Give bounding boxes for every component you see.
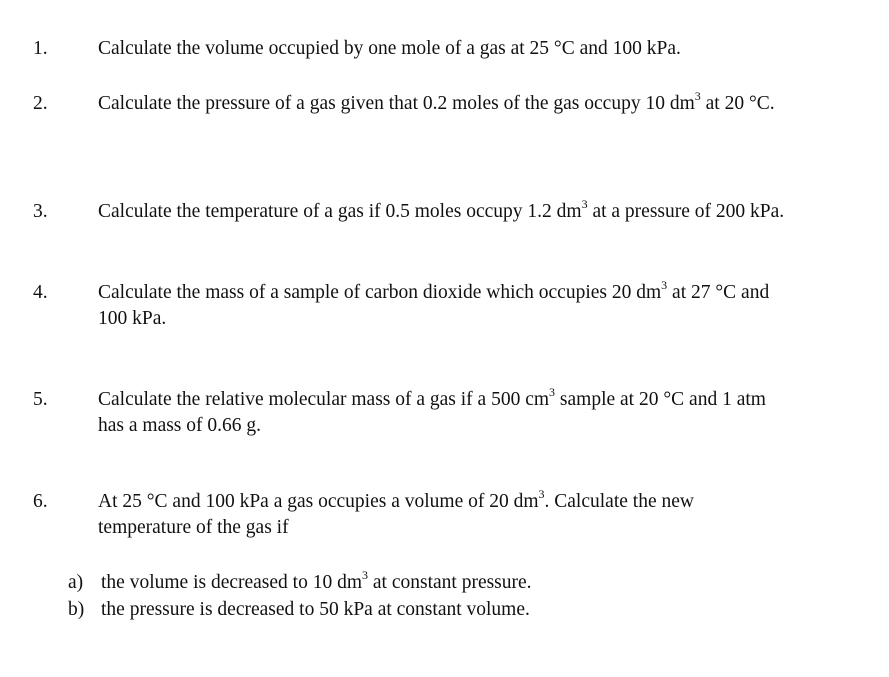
question-text xyxy=(98,88,838,117)
question-line: has a mass of 0.66 g. xyxy=(98,415,262,436)
text-segment: sample at 20 °C and 1 atm xyxy=(555,389,766,410)
question-line: 100 kPa. xyxy=(98,308,167,329)
text-segment: Calculate the temperature of a gas if 0.5 moles occupy 1.2 dm xyxy=(98,201,582,222)
subpart-text: the pressure is decreased to 50 kPa at constant volume. xyxy=(101,599,530,620)
text-segment: . Calculate the new xyxy=(544,491,694,512)
subpart-text xyxy=(101,567,861,596)
text-segment: at 27 °C and xyxy=(667,282,770,303)
question-number: 2. xyxy=(33,93,48,114)
text-segment: the volume is decreased to 10 dm xyxy=(101,572,363,593)
superscript: 3 xyxy=(581,196,588,211)
superscript: 3 xyxy=(694,88,701,103)
question-line: temperature of the gas if xyxy=(98,517,289,538)
text-segment: at 20 °C. xyxy=(700,93,775,114)
question-line xyxy=(98,196,838,225)
superscript: 3 xyxy=(362,567,369,582)
superscript: 3 xyxy=(538,486,545,501)
question-line xyxy=(98,88,838,117)
question-number: 3. xyxy=(33,201,48,222)
question-line xyxy=(98,277,838,306)
question-text xyxy=(98,384,838,439)
text-segment: at constant pressure. xyxy=(368,572,532,593)
subpart-label: b) xyxy=(68,599,85,620)
question-text xyxy=(98,277,838,332)
question-text xyxy=(98,486,838,541)
question-text xyxy=(98,196,838,225)
superscript: 3 xyxy=(549,384,556,399)
question-number: 1. xyxy=(33,38,48,59)
subpart-label: a) xyxy=(68,572,84,593)
text-segment: Calculate the relative molecular mass of a gas if a 500 cm xyxy=(98,389,550,410)
question-text xyxy=(98,36,838,62)
question-line xyxy=(98,384,838,413)
text-segment: At 25 °C and 100 kPa a gas occupies a volume of 20 dm xyxy=(98,491,539,512)
superscript: 3 xyxy=(661,277,668,292)
question-number: 5. xyxy=(33,389,48,410)
question-number: 6. xyxy=(33,491,48,512)
question-line: Calculate the volume occupied by one mole of a gas at 25 °C and 100 kPa. xyxy=(98,38,681,59)
question-line xyxy=(98,486,838,515)
text-segment: at a pressure of 200 kPa. xyxy=(587,201,785,222)
text-segment: Calculate the mass of a sample of carbon dioxide which occupies 20 dm xyxy=(98,282,662,303)
text-segment: Calculate the pressure of a gas given that 0.2 moles of the gas occupy 10 dm xyxy=(98,93,695,114)
question-number: 4. xyxy=(33,282,48,303)
